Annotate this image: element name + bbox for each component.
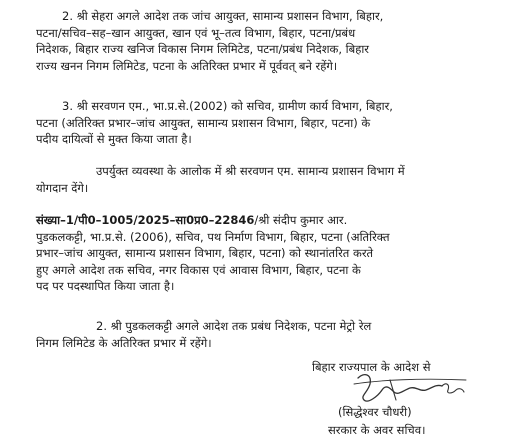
paragraph-3 [36,163,476,196]
para3-line-2: योगदान देंगे। [36,180,89,195]
para4-line-4: हुए अगले आदेश तक सचिव, नगर विकास एवं आवास विभाग, बिहार, पटना के [36,262,361,277]
para3-line-1: उपर्युक्त व्यवस्था के आलोक में श्री सरवणन एम. सामान्य प्रशासन विभाग में [96,164,405,178]
paragraph-4 [36,212,476,295]
para2-line-1: 3. श्री सरवणन एम., भा.प्र.से.(2002) को सचिव, ग्रामीण कार्य विभाग, बिहार, [62,99,393,113]
signatory-name: (सिद्धेश्वर चौधरी) [338,405,412,419]
handwritten-signature [350,370,470,406]
para1-line-1: 2. श्री सेहरा अगले आदेश तक जांच आयुक्त, सामान्य प्रशासन विभाग, बिहार, [62,9,384,23]
para4-line-3: प्रभार–जांच आयुक्त, सामान्य प्रशासन विभाग, बिहार, पटना) को स्थानांतरित करते [36,246,374,260]
para4-line-5: पद पर पदस्थापित किया जाता है। [36,279,175,293]
para1-line-2: पटना/सचिव–सह–खान आयुक्त, खान एवं भू–तत्व विभाग, बिहार, पटना/प्रबंध [36,25,356,40]
para4-line-1 [36,212,476,229]
paragraph-5 [36,318,476,351]
order-subject-start: /श्री संदीप कुमार आर. [254,213,348,227]
paragraph-1 [36,8,476,74]
para2-line-2: पटना (अतिरिक्त प्रभार–जांच आयुक्त, सामान्य प्रशासन विभाग, बिहार, पटना) के [36,115,371,130]
para1-line-4: राज्य खनन निगम लिमिटेड, पटना के अतिरिक्त प्रभार में पूर्ववत् बने रहेंगे। [36,58,338,73]
para5-line-1: 2. श्री पुडकलकट्टी अगले आदेश तक प्रबंध निदेशक, पटना मेट्रो रेल [96,319,372,333]
para1-line-3: निदेशक, बिहार राज्य खनिज विकास निगम लिमिटेड, पटना/प्रबंध निदेशक, बिहार [36,42,369,56]
signatory-designation: सरकार के अवर सचिव। [328,423,426,437]
order-number: संख्या–1/पी0–1005/2025–सा0प्र0–22846 [36,213,255,227]
by-order-of-governor: बिहार राज्यपाल के आदेश से [312,360,431,374]
paragraph-2 [36,98,476,148]
para5-line-2: निगम लिमिटेड के अतिरिक्त प्रभार में रहेंगे। [36,335,212,350]
para4-line-2: पुडकलकट्टी, भा.प्र.से. (2006), सचिव, पथ निर्माण विभाग, बिहार, पटना (अतिरिक्त [36,229,390,244]
para2-line-3: पदीय दायित्वों से मुक्त किया जाता है। [36,132,192,146]
